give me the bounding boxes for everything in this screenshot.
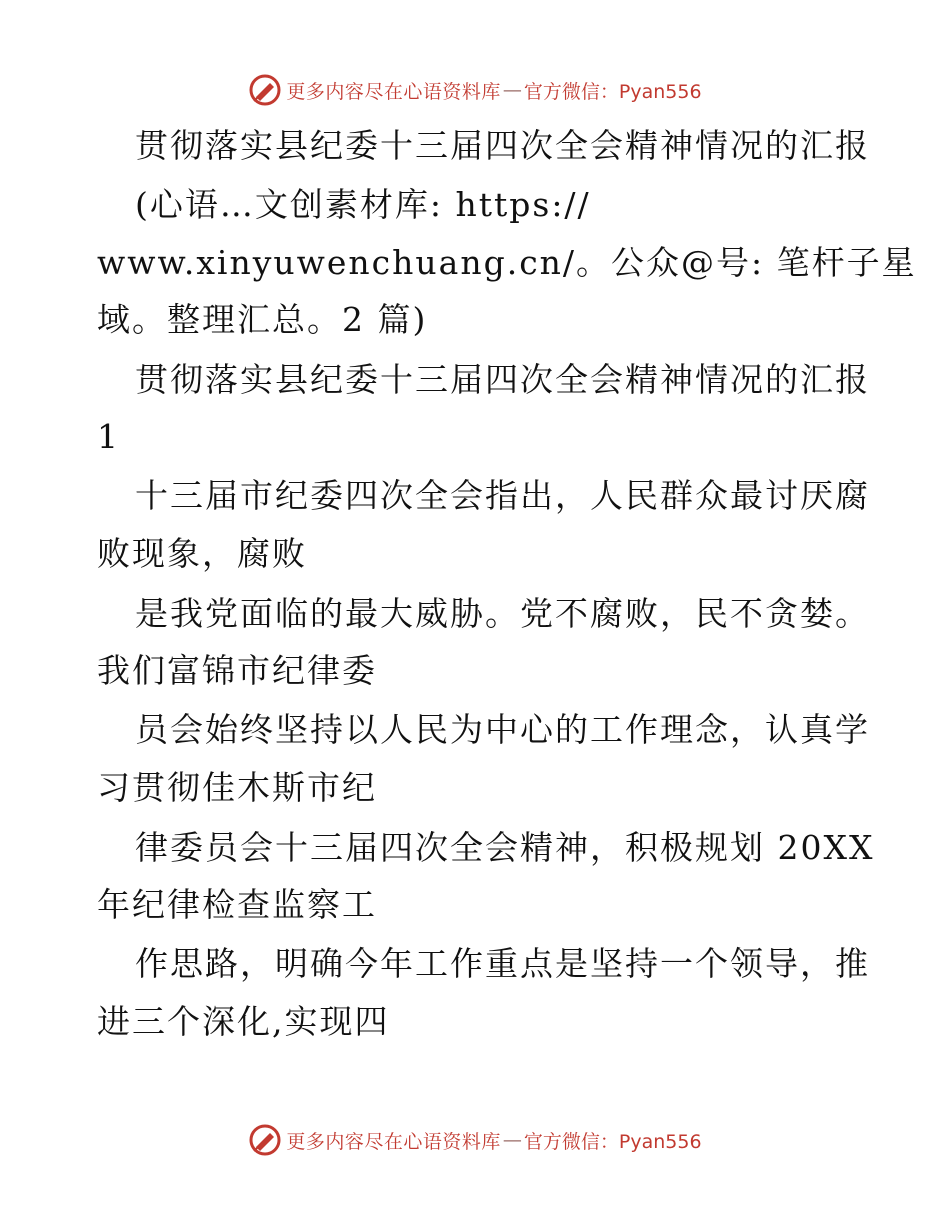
doc-line: 习贯彻佳木斯市纪	[97, 768, 377, 807]
footer-watermark-banner	[0, 1120, 950, 1160]
doc-line: 员会始终坚持以人民为中心的工作理念，认真学	[135, 710, 870, 749]
doc-line: 十三届市纪委四次全会指出，人民群众最讨厌腐	[135, 476, 870, 515]
doc-line: 作思路，明确今年工作重点是坚持一个领导，推	[135, 944, 870, 983]
banner-text: 更多内容尽在心语资料库	[286, 80, 501, 103]
banner-separator: —	[502, 79, 522, 101]
doc-line: 进三个深化,实现四	[97, 1002, 390, 1041]
doc-line: 域。整理汇总。2 篇)	[97, 300, 428, 339]
banner-wechat: 官方微信：Pyan556	[523, 1130, 702, 1153]
header-watermark-banner	[0, 70, 950, 110]
banner-text: 更多内容尽在心语资料库	[286, 1130, 501, 1153]
doc-line: 我们富锦市纪律委	[97, 651, 377, 690]
doc-title: 贯彻落实县纪委十三届四次全会精神情况的汇报	[135, 126, 870, 165]
doc-line: 1	[97, 417, 120, 456]
doc-line: 律委员会十三届四次全会精神，积极规划 20XX	[135, 828, 875, 867]
doc-line: 败现象，腐败	[97, 534, 307, 573]
banner-separator: —	[502, 1129, 522, 1151]
pen-logo-icon	[248, 1123, 282, 1157]
banner-wechat: 官方微信：Pyan556	[523, 80, 702, 103]
pen-logo-icon	[248, 73, 282, 107]
doc-line: 是我党面临的最大威胁。党不腐败，民不贪婪。	[135, 594, 870, 633]
doc-line: www.xinyuwenchuang.cn/。公众@号: 笔杆子星	[97, 243, 917, 282]
doc-subtitle: 贯彻落实县纪委十三届四次全会精神情况的汇报	[135, 360, 870, 399]
doc-line: (心语…文创素材库: https://	[135, 185, 591, 224]
doc-line: 年纪律检查监察工	[97, 885, 377, 924]
